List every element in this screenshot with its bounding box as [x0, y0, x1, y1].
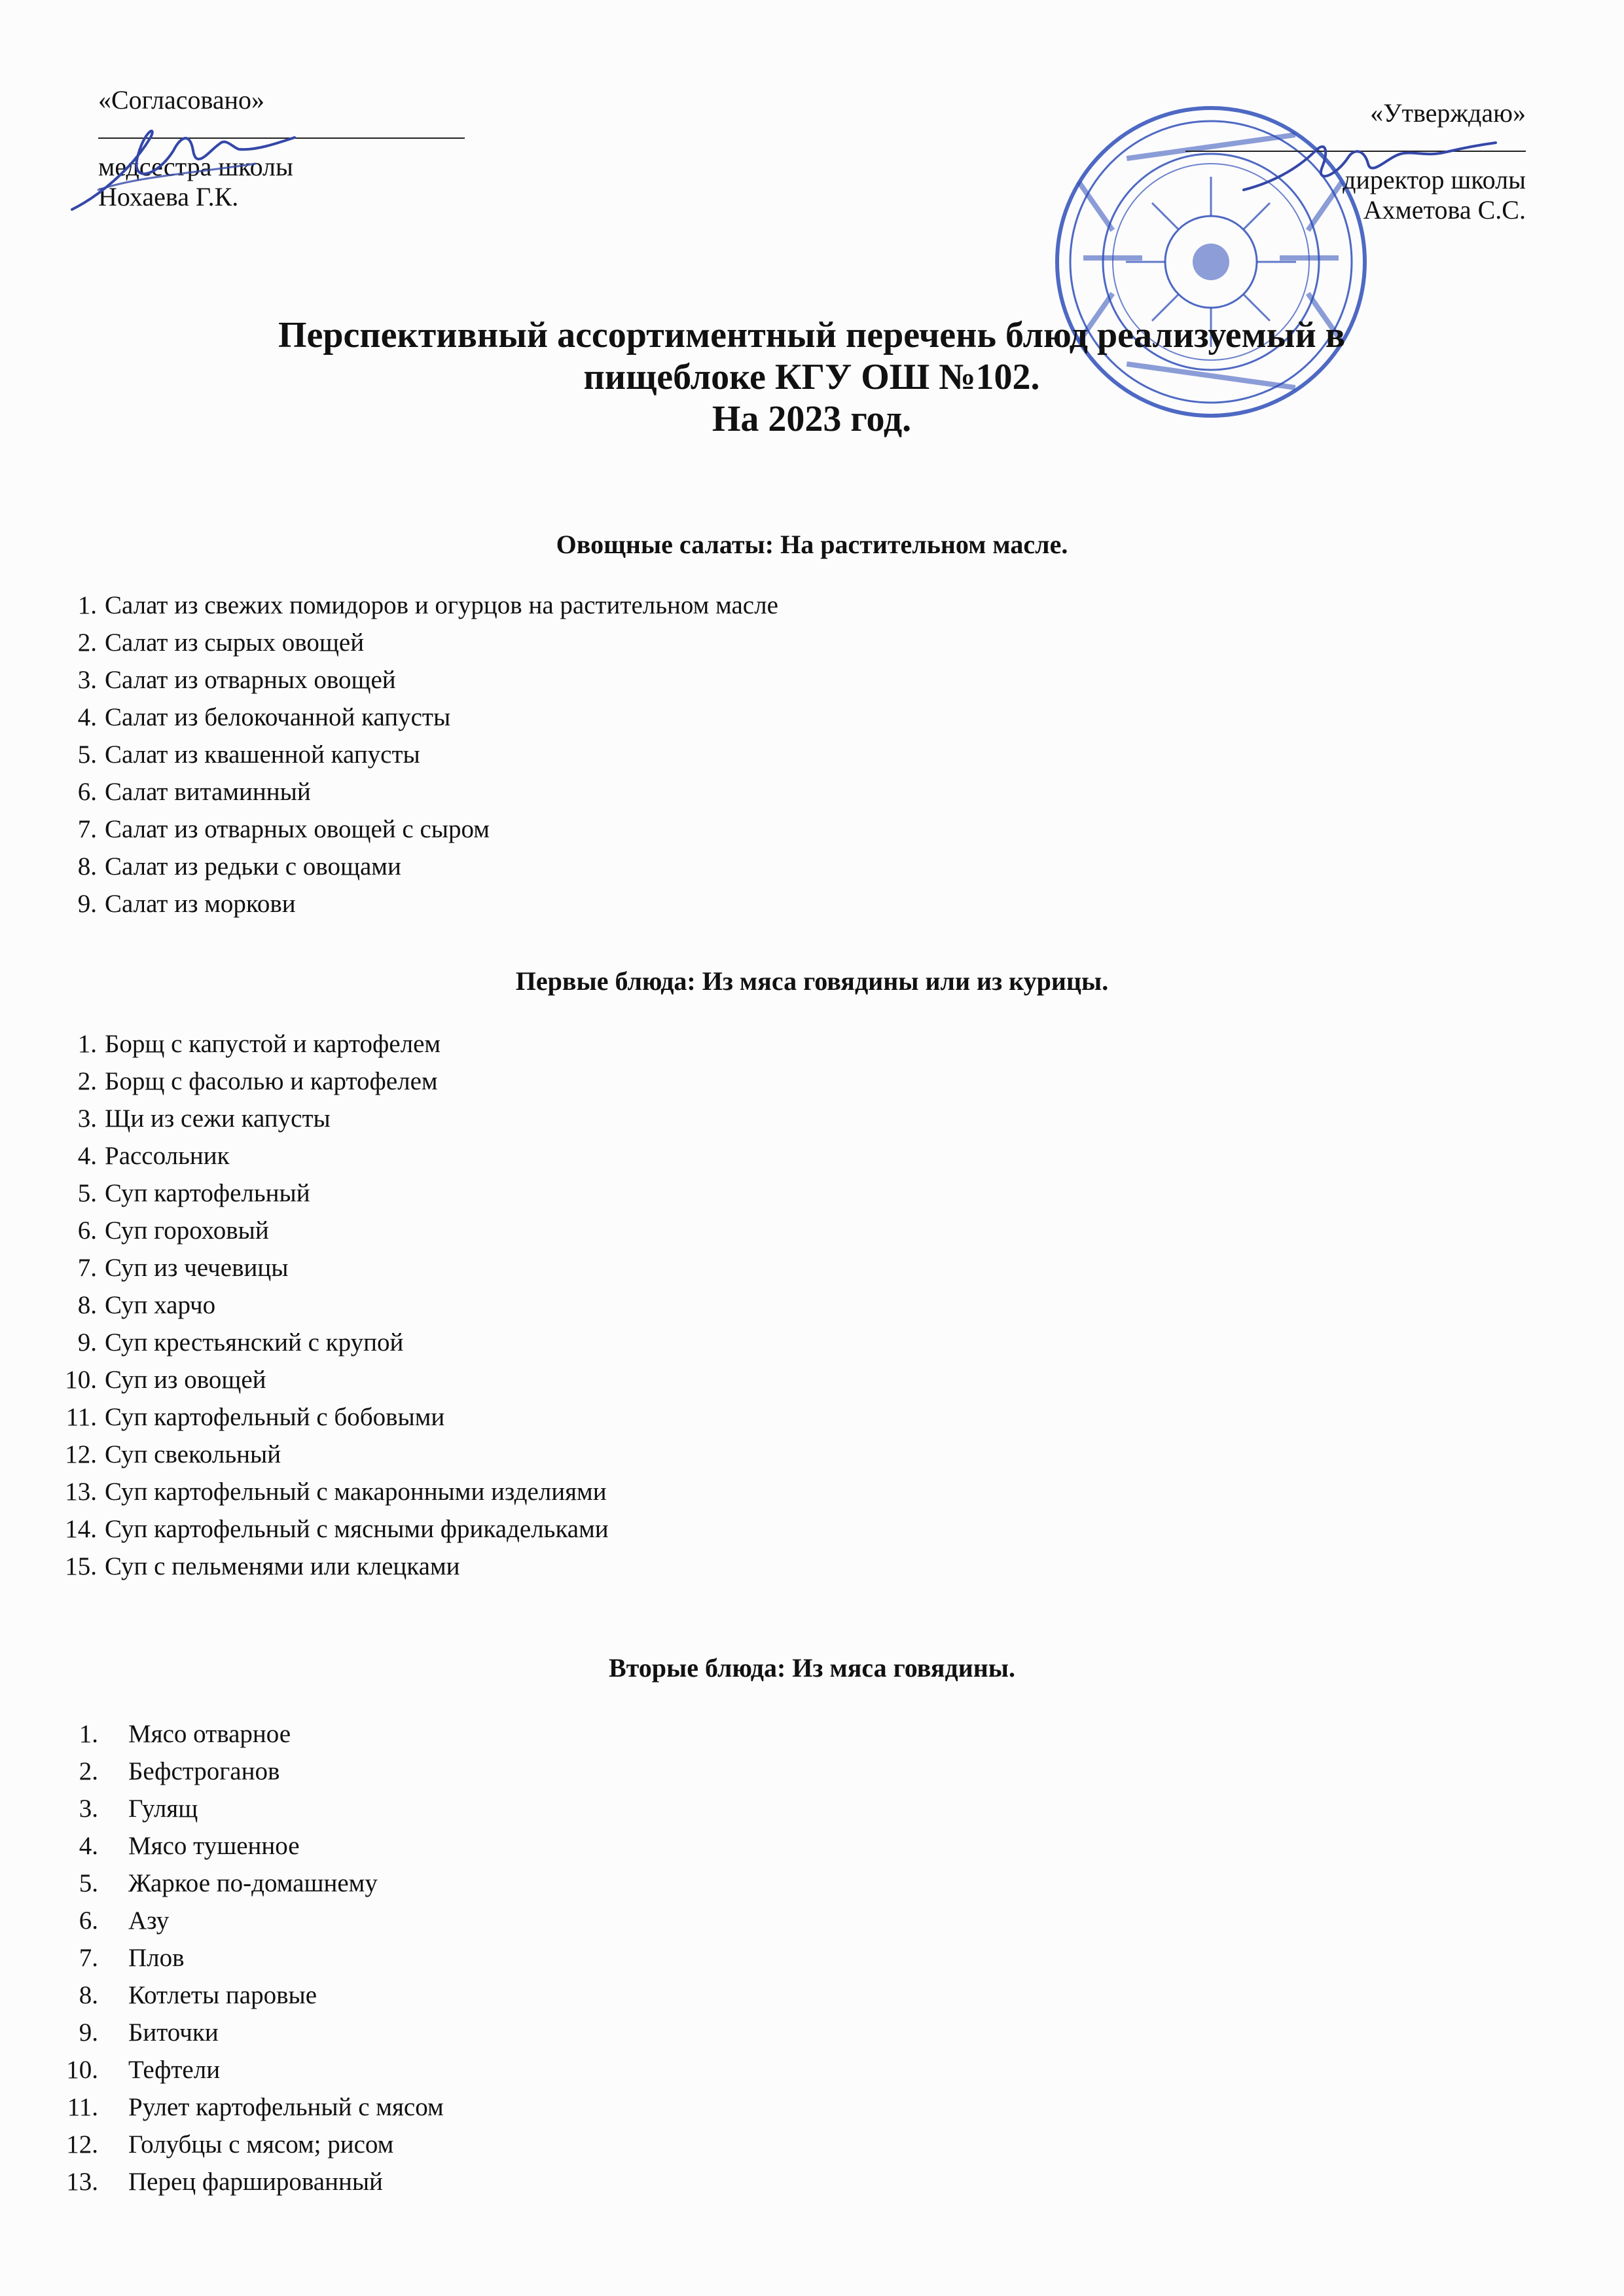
list-item: 3. Щи из сежи капусты — [77, 1104, 331, 1133]
list-item: 5. Суп картофельный — [77, 1179, 310, 1207]
section-heading-salads: Овощные салаты: На растительном масле. — [556, 530, 1068, 559]
salads-list — [58, 587, 778, 922]
list-item: 1. Салат из свежих помидоров и огурцов на растительном масле — [77, 591, 778, 619]
list-item: 11. Рулет картофельный с мясом — [67, 2093, 444, 2121]
approval-right-name: Ахметова С.С. — [1363, 195, 1526, 225]
list-item: 9. Биточки — [79, 2018, 219, 2047]
list-item: 4. Мясо тушенное — [79, 1832, 300, 1860]
list-item: 10. Суп из овощей — [65, 1366, 266, 1394]
signature-line-right — [1185, 151, 1526, 152]
list-item: 13. Суп картофельный с макаронными изделиями — [65, 1478, 607, 1506]
list-item: 15. Суп с пельменями или клецками — [65, 1552, 460, 1580]
approval-right-label: «Утверждаю» — [1370, 98, 1526, 128]
title-line-2: пищеблоке КГУ ОШ №102. — [583, 357, 1040, 397]
list-item: 6. Суп гороховый — [77, 1216, 269, 1245]
list-item: 12. Суп свекольный — [65, 1440, 281, 1468]
list-item: 12. Голубцы с мясом; рисом — [66, 2130, 394, 2159]
list-item: 11. Суп картофельный с бобовыми — [65, 1403, 445, 1431]
list-item: 8. Суп харчо — [77, 1291, 216, 1319]
list-item: 5. Жаркое по-домашнему — [79, 1869, 378, 1897]
list-item: 1. Мясо отварное — [79, 1720, 291, 1748]
title-line-3: На 2023 год. — [712, 399, 912, 439]
list-item: 2. Борщ с фасолью и картофелем — [77, 1067, 438, 1095]
list-item: 8. Салат из редьки с овощами — [77, 852, 401, 881]
list-item: 7. Плов — [79, 1944, 185, 1972]
list-item: 14. Суп картофельный с мясными фрикадельками — [65, 1515, 609, 1543]
list-item: 8. Котлеты паровые — [79, 1981, 317, 2009]
first-courses-list — [58, 1025, 609, 1585]
section-heading-second-courses: Вторые блюда: Из мяса говядины. — [608, 1653, 1016, 1683]
list-item: 2. Бефстроганов — [79, 1757, 280, 1785]
list-item: 4. Рассольник — [77, 1142, 230, 1170]
list-item: 3. Гулящ — [79, 1795, 198, 1823]
second-courses-list — [50, 1715, 444, 2200]
list-item: 1. Борщ с капустой и картофелем — [77, 1030, 441, 1058]
list-item: 2. Салат из сырых овощей — [77, 629, 365, 657]
list-item: 7. Салат из отварных овощей с сыром — [77, 815, 490, 843]
list-item: 9. Суп крестьянский с крупой — [77, 1328, 404, 1357]
approval-left-name: Нохаева Г.К. — [98, 182, 239, 211]
title-line-1: Перспективный ассортиментный перечень блюд реализуемый в — [278, 315, 1345, 355]
approval-right-position: директор школы — [1343, 165, 1526, 194]
approval-left-label: «Согласовано» — [98, 85, 265, 115]
list-item: 5. Салат из квашенной капусты — [77, 740, 420, 769]
list-item: 13. Перец фаршированный — [66, 2168, 383, 2196]
list-item: 10. Тефтели — [66, 2056, 221, 2084]
list-item: 6. Салат витаминный — [77, 778, 311, 806]
list-item: 6. Азу — [79, 1906, 170, 1935]
approval-left-block — [98, 85, 465, 212]
approval-right-block — [1185, 98, 1526, 225]
document-title — [131, 314, 1492, 440]
list-item: 9. Салат из моркови — [77, 890, 296, 918]
section-heading-first-courses: Первые блюда: Из мяса говядины или из курицы. — [515, 966, 1109, 996]
signature-line-left — [98, 137, 465, 139]
approval-left-position: медсестра школы — [98, 152, 293, 181]
list-item: 7. Суп из чечевицы — [77, 1254, 289, 1282]
list-item: 4. Салат из белокочанной капусты — [77, 703, 451, 731]
list-item: 3. Салат из отварных овощей — [77, 666, 396, 694]
